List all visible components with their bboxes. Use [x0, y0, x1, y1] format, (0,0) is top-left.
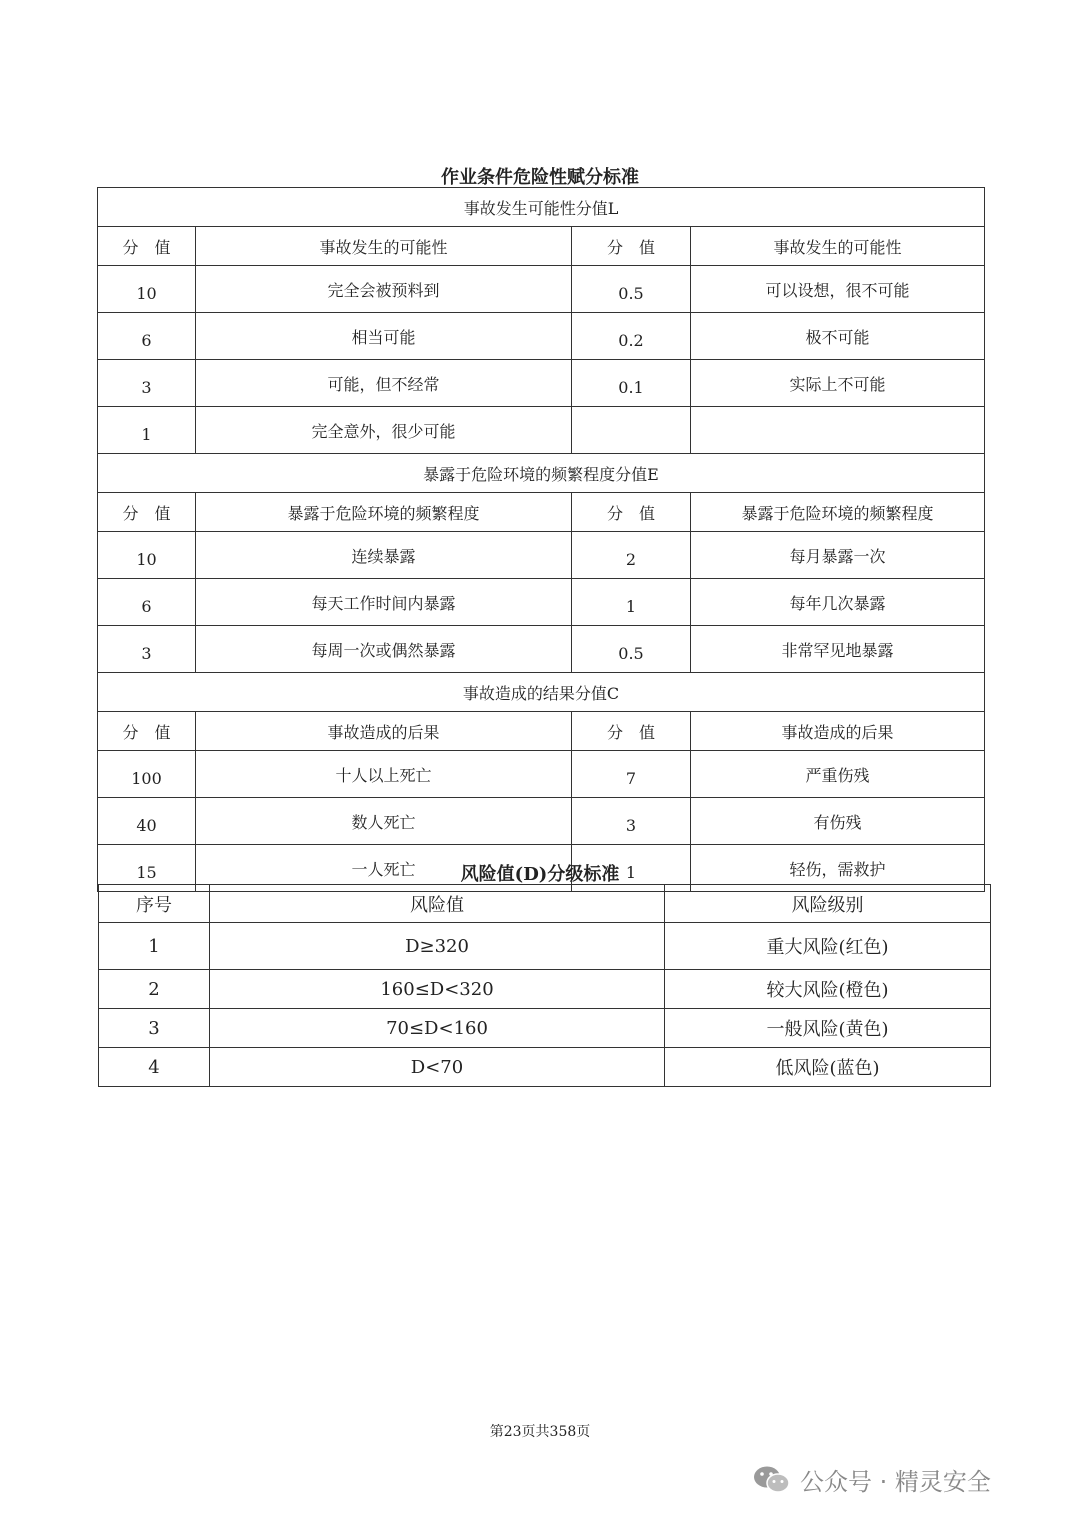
column-header: 暴露于危险环境的频繁程度	[196, 493, 572, 532]
page-number: 第23页共358页	[489, 1424, 591, 1440]
table2-title: 风险值(D)分级标准	[460, 864, 620, 885]
table-cell: 1	[98, 407, 196, 454]
column-header-row	[98, 712, 985, 751]
table-cell: 严重伤残	[691, 751, 985, 798]
table-cell: 完全意外，很少可能	[196, 407, 572, 454]
table-row	[98, 626, 985, 673]
column-header: 分 值	[98, 712, 196, 751]
table-cell: 0.1	[572, 360, 691, 407]
table-cell: 十人以上死亡	[196, 751, 572, 798]
table-cell: 每周一次或偶然暴露	[196, 626, 572, 673]
table-cell: 7	[572, 751, 691, 798]
column-header: 序号	[99, 885, 210, 923]
table-cell: 10	[98, 266, 196, 313]
column-header: 风险级别	[665, 885, 991, 923]
section-heading: 事故造成的结果分值C	[98, 673, 985, 712]
table-cell: 轻伤，需救护	[691, 845, 985, 892]
table-cell: 0.5	[572, 626, 691, 673]
table-cell: 3	[98, 626, 196, 673]
table-cell: 1	[572, 845, 691, 892]
table-cell: 1	[99, 923, 210, 970]
column-header-row	[99, 885, 991, 923]
table-cell: 数人死亡	[196, 798, 572, 845]
table-cell: 0.2	[572, 313, 691, 360]
table-cell: 极不可能	[691, 313, 985, 360]
table-cell: 一人死亡	[196, 845, 572, 892]
table-cell: 完全会被预料到	[196, 266, 572, 313]
column-header-row	[98, 493, 985, 532]
table-cell: 实际上不可能	[691, 360, 985, 407]
table-cell: 非常罕见地暴露	[691, 626, 985, 673]
table-row	[98, 798, 985, 845]
table-cell: 70≤D<160	[210, 1009, 665, 1048]
column-header: 事故造成的后果	[691, 712, 985, 751]
column-header: 分 值	[98, 227, 196, 266]
column-header-row	[98, 227, 985, 266]
section-heading: 暴露于危险环境的频繁程度分值E	[98, 454, 985, 493]
table-cell: 40	[98, 798, 196, 845]
table-cell: 2	[99, 970, 210, 1009]
table-cell: 连续暴露	[196, 532, 572, 579]
column-header: 分 值	[572, 227, 691, 266]
section-heading: 事故发生可能性分值L	[98, 188, 985, 227]
table-cell: 4	[99, 1048, 210, 1087]
table-cell: 3	[99, 1009, 210, 1048]
column-header: 事故发生的可能性	[196, 227, 572, 266]
table-cell	[572, 407, 691, 454]
table-row	[99, 923, 991, 970]
scoring-criteria-table	[97, 187, 985, 892]
table-row	[99, 970, 991, 1009]
table-row	[98, 407, 985, 454]
section-heading-row	[98, 673, 985, 712]
wechat-icon	[752, 1464, 792, 1496]
column-header: 分 值	[572, 712, 691, 751]
risk-grading-table	[98, 884, 991, 1087]
table-cell: 15	[98, 845, 196, 892]
table-cell: 10	[98, 532, 196, 579]
section-heading-row	[98, 454, 985, 493]
table-cell: D<70	[210, 1048, 665, 1087]
table-cell: 较大风险(橙色)	[665, 970, 991, 1009]
table-cell: 可以设想，很不可能	[691, 266, 985, 313]
table-cell: 2	[572, 532, 691, 579]
table-cell: 每天工作时间内暴露	[196, 579, 572, 626]
table-cell: 100	[98, 751, 196, 798]
table-cell: 低风险(蓝色)	[665, 1048, 991, 1087]
column-header: 风险值	[210, 885, 665, 923]
table-cell: 1	[572, 579, 691, 626]
watermark-text: 公众号 · 精灵安全	[800, 1468, 991, 1496]
column-header: 事故造成的后果	[196, 712, 572, 751]
table-cell: 6	[98, 313, 196, 360]
column-header: 事故发生的可能性	[691, 227, 985, 266]
table-cell: 可能，但不经常	[196, 360, 572, 407]
table-row	[98, 313, 985, 360]
column-header: 分 值	[98, 493, 196, 532]
table-cell: 3	[572, 798, 691, 845]
table-cell: D≥320	[210, 923, 665, 970]
column-header: 暴露于危险环境的频繁程度	[691, 493, 985, 532]
table1-title: 作业条件危险性赋分标准	[441, 167, 639, 188]
table-cell: 3	[98, 360, 196, 407]
table-row	[98, 360, 985, 407]
column-header: 分 值	[572, 493, 691, 532]
table-cell	[691, 407, 985, 454]
table-cell: 6	[98, 579, 196, 626]
table-cell: 一般风险(黄色)	[665, 1009, 991, 1048]
watermark	[752, 1462, 991, 1497]
table-cell: 0.5	[572, 266, 691, 313]
table-row	[98, 751, 985, 798]
table-cell: 每年几次暴露	[691, 579, 985, 626]
table-row	[99, 1009, 991, 1048]
section-heading-row	[98, 188, 985, 227]
table-cell: 每月暴露一次	[691, 532, 985, 579]
table-row	[98, 579, 985, 626]
table-row	[99, 1048, 991, 1087]
table-row	[98, 532, 985, 579]
table-cell: 重大风险(红色)	[665, 923, 991, 970]
table-cell: 有伤残	[691, 798, 985, 845]
table-row	[98, 266, 985, 313]
table-cell: 相当可能	[196, 313, 572, 360]
table-cell: 160≤D<320	[210, 970, 665, 1009]
